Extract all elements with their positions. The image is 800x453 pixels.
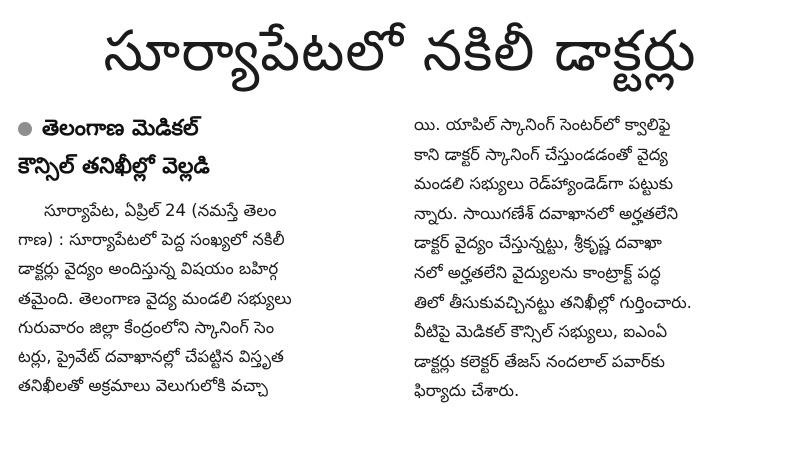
body-line: గురువారం జిల్లా కేంద్రంలోని స్కానింగ్ సెం	[18, 317, 275, 337]
right-column	[414, 110, 786, 406]
body-line: గాణ) : సూర్యాపేటలో పెద్ద సంఖ్యలో నకిలీ	[18, 230, 285, 250]
body-line: సూర్యాపేట, ఏప్రిల్ 24 (నమస్తే తెలం	[44, 201, 277, 220]
body-line: టర్లు, ప్రైవేట్ దవాఖానల్లో చేపట్టిన విస్తృత	[18, 347, 284, 367]
subheading-line-2: కౌన్సిల్ తనిఖీల్లో వెల్లడి	[18, 154, 210, 179]
body-line: తమైంది. తెలంగాణ వైద్య మండలి సభ్యులు	[18, 288, 292, 308]
body-line: న్నారు. సాయిగణేశ్ దవాఖానలో అర్హతలేని	[414, 203, 679, 223]
body-line: తనిఖీలతో అక్రమాలు వెలుగులోకి వచ్చా	[18, 376, 268, 396]
body-line: కాని డాక్టర్ స్కానింగ్ చేస్తుండడంతో వైద్య	[414, 144, 668, 164]
body-line: డాక్టర్ వైద్యం చేస్తున్నట్టు, శ్రీకృష్ణ దవాఖా	[414, 233, 662, 253]
body-line: ఫిర్యాదు చేశారు.	[414, 381, 520, 401]
body-line: నలో అర్హతలేని వైద్యులను కాంట్రాక్ట్ పద్ధ	[414, 262, 661, 282]
left-column	[18, 110, 390, 400]
body-line: వీటిపై మెడికల్ కౌన్సిల్ సభ్యులు, ఐఎంఏ	[414, 322, 668, 342]
body-line: డాక్టర్లు కలెక్టర్ తేజస్ నందలాల్ పవార్‌కు	[414, 351, 665, 371]
subheading-line-1	[18, 110, 390, 148]
left-column-body	[18, 196, 390, 400]
body-line: డాక్టర్లు వైద్యం అందిస్తున్న విషయం బహిర్గ	[18, 259, 279, 279]
body-line: మండలి సభ్యులు రెడ్‌హ్యాండెడ్‌గా పట్టుకు	[414, 174, 674, 194]
body-line: తిలో తీసుకువచ్చినట్టు తనిఖీల్లో గుర్తించారు.	[414, 292, 692, 312]
body-line: యి. యాపిల్ స్కానింగ్ సెంటర్‌లో క్వాలిఫై	[414, 115, 671, 134]
headline: సూర్యాపేటలో నకిలీ డాక్టర్లు	[103, 19, 697, 84]
subheading-text-1: తెలంగాణ మెడికల్	[42, 116, 199, 141]
bullet-dot-icon	[18, 122, 32, 136]
